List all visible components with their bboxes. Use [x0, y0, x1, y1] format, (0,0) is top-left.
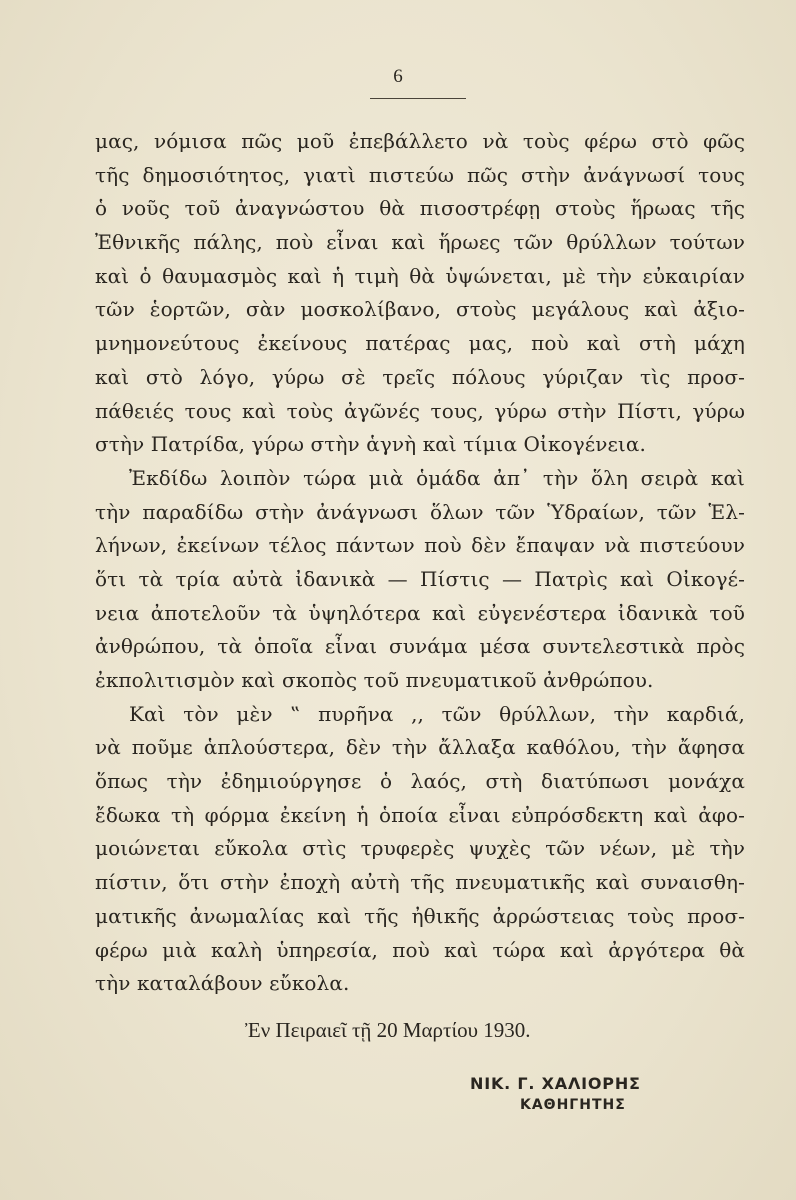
signature-block [470, 1074, 670, 1113]
body-text [95, 125, 745, 1001]
text-line: ὅτι τὰ τρία αὐτὰ ἰδανικὰ — Πίστις — Πατρὶς καὶ Οἰκογέ- [95, 566, 745, 591]
text-line: Καὶ τὸν μὲν ‟ πυρῆνα ,, τῶν θρύλλων, τὴν καρδιά, [129, 701, 745, 726]
dateline: Ἐν Πειραιεῖ τῇ 20 Μαρτίου 1930. [245, 1018, 531, 1042]
page-number: 6 [393, 66, 403, 87]
text-line: τῆς δημοσιότητος, γιατὶ πιστεύω πῶς στὴν ἀνάγνωσί τους [95, 162, 745, 187]
author-name: ΝΙΚ. Γ. ΧΑΛΙΟΡΗΣ [470, 1074, 641, 1093]
text-line: μοιώνεται εὔκολα στὶς τρυφερὲς ψυχὲς τῶν νέων, μὲ τὴν [95, 836, 745, 861]
text-line: Ἐκδίδω λοιπὸν τώρα μιὰ ὁμάδα ἀπ᾽ τὴν ὅλη σειρὰ καὶ [129, 465, 745, 490]
text-line: στὴν Πατρίδα, γύρω στὴν ἁγνὴ καὶ τίμια Οἰκογένεια. [95, 432, 646, 457]
text-line: τὴν παραδίδω στὴν ἀνάγνωσι ὅλων τῶν Ὑδραίων, τῶν Ἑλ- [95, 499, 745, 524]
paragraph-2 [95, 462, 745, 698]
text-line: καὶ ὁ θαυμασμὸς καὶ ἡ τιμὴ θὰ ὑψώνεται, μὲ τὴν εὐκαιρίαν [95, 263, 745, 288]
text-line: πίστιν, ὅτι στὴν ἐποχὴ αὐτὴ τῆς πνευματικῆς καὶ συναισθη- [95, 870, 745, 895]
text-line: Ἐθνικῆς πάλης, ποὺ εἶναι καὶ ἥρωες τῶν θρύλλων τούτων [95, 230, 745, 255]
text-line: ὅπως τὴν ἐδημιούργησε ὁ λαός, στὴ διατύπωσι μονάχα [95, 769, 745, 794]
text-line: ἐκπολιτισμὸν καὶ σκοπὸς τοῦ πνευματικοῦ ἀνθρώπου. [95, 668, 654, 692]
text-line: μνημονεύτους ἐκείνους πατέρας μας, ποὺ καὶ στὴ μάχη [95, 331, 745, 356]
text-line: τῶν ἑορτῶν, σὰν μοσκολίβανο, στοὺς μεγάλους καὶ ἀξιο- [95, 297, 745, 322]
text-line: νὰ ποῦμε ἁπλούστερα, δὲν τὴν ἄλλαξα καθόλου, τὴν ἄφησα [95, 735, 745, 760]
text-line: ἔδωκα τὴ φόρμα ἐκείνη ἡ ὁποία εἶναι εὐπρόσδεκτη καὶ ἀφο- [95, 802, 745, 827]
text-line: μας, νόμισα πῶς μοῦ ἐπεβάλλετο νὰ τοὺς φέρω στὸ φῶς [95, 129, 745, 153]
paragraph-1 [95, 125, 745, 462]
text-line: ματικῆς ἀνωμαλίας καὶ τῆς ἠθικῆς ἀρρώστειας τοὺς προσ- [95, 903, 745, 928]
text-line: νεια ἀποτελοῦν τὰ ὑψηλότερα καὶ εὐγενέστερα ἰδανικὰ τοῦ [95, 600, 745, 625]
text-line: λήνων, ἐκείνων τέλος πάντων ποὺ δὲν ἔπαψαν νὰ πιστεύουν [95, 533, 745, 558]
text-line: ὁ νοῦς τοῦ ἀναγνώστου θὰ πισοστρέφῃ στοὺς ἥρωας τῆς [95, 196, 745, 221]
text-line: ἀνθρώπου, τὰ ὁποῖα εἶναι συνάμα μέσα συντελεστικὰ πρὸς [95, 634, 745, 659]
paragraph-3 [95, 698, 745, 1001]
header-rule [370, 98, 466, 99]
text-line: καὶ στὸ λόγο, γύρω σὲ τρεῖς πόλους γύριζαν τὶς προσ- [95, 364, 745, 389]
text-line: φέρω μιὰ καλὴ ὑπηρεσία, ποὺ καὶ τώρα καὶ ἀργότερα θὰ [95, 937, 745, 962]
text-line: τὴν καταλάβουν εὔκολα. [95, 971, 350, 996]
author-title: ΚΑΘΗΓΗΤΗΣ [520, 1097, 626, 1113]
text-line: πάθειές τους καὶ τοὺς ἀγῶνές τους, γύρω στὴν Πίστι, γύρω [95, 398, 745, 423]
